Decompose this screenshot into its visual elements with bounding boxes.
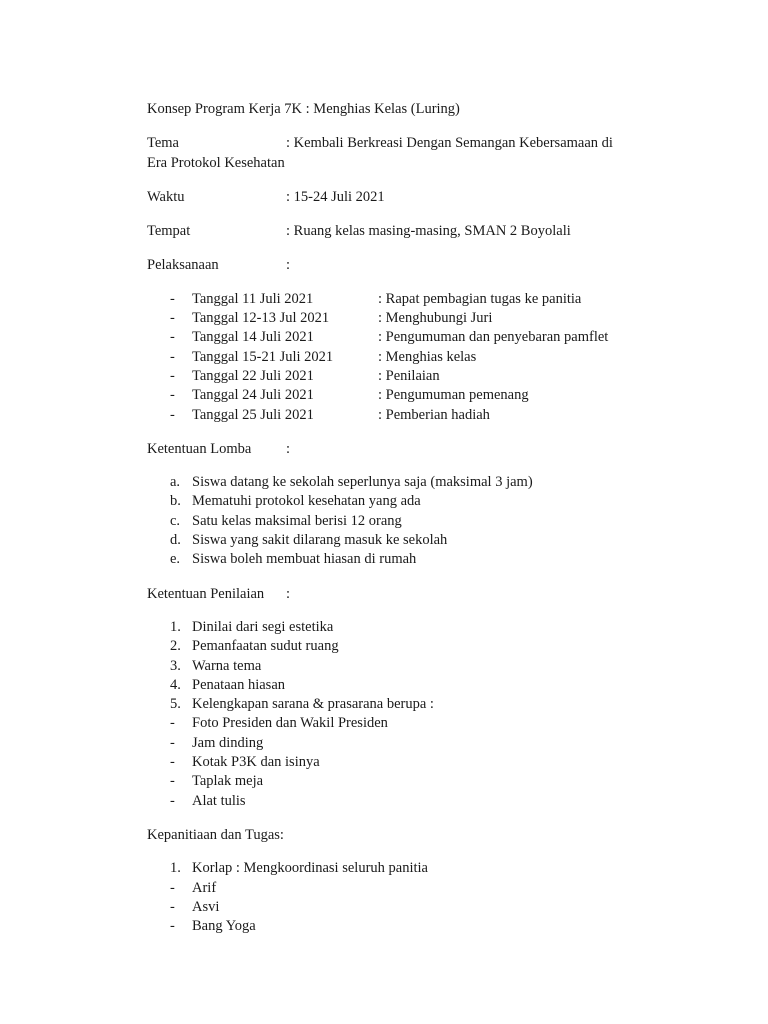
- schedule-date: Tanggal 12-13 Jul 2021: [192, 310, 330, 327]
- schedule-list: [147, 290, 647, 425]
- schedule-date: Tanggal 24 Juli 2021: [192, 387, 314, 404]
- ketentuan-lomba-list: [147, 473, 647, 569]
- list-marker: -: [170, 406, 175, 423]
- tempat-value: : Ruang kelas masing-masing, SMAN 2 Boyolali: [286, 223, 571, 240]
- tema-label: Tema: [147, 135, 179, 152]
- document-page: [147, 100, 647, 951]
- list-marker: a.: [170, 474, 181, 491]
- list-marker: -: [170, 290, 175, 307]
- schedule-date: Tanggal 15-21 Juli 2021: [192, 348, 334, 365]
- list-item: [147, 386, 647, 405]
- list-marker: d.: [170, 532, 181, 549]
- schedule-activity: : Penilaian: [378, 367, 440, 384]
- schedule-date: Tanggal 25 Juli 2021: [192, 406, 314, 423]
- list-item: [147, 734, 647, 753]
- schedule-date: Tanggal 22 Juli 2021: [192, 367, 314, 384]
- list-item: [147, 550, 647, 569]
- document-title: Konsep Program Kerja 7K : Menghias Kelas (Luring): [147, 101, 460, 117]
- schedule-activity: : Pengumuman pemenang: [378, 387, 529, 404]
- list-item-text: Korlap : Mengkoordinasi seluruh panitia: [192, 860, 428, 877]
- list-marker: 2.: [170, 638, 181, 655]
- list-item: [147, 348, 647, 367]
- list-item: [147, 879, 647, 898]
- list-item: [147, 676, 647, 695]
- pelaksanaan-colon: :: [286, 257, 291, 274]
- list-marker: -: [170, 918, 175, 935]
- list-item: [147, 695, 647, 714]
- list-marker: b.: [170, 493, 181, 510]
- list-marker: c.: [170, 512, 181, 529]
- list-item: [147, 406, 647, 425]
- list-marker: -: [170, 310, 175, 327]
- list-item: [147, 367, 647, 386]
- waktu-label: Waktu: [147, 188, 185, 205]
- list-item-text: Mematuhi protokol kesehatan yang ada: [192, 493, 421, 510]
- ketentuan-penilaian-label: Ketentuan Penilaian: [147, 585, 265, 602]
- pelaksanaan-label: Pelaksanaan: [147, 257, 219, 274]
- list-item-text: Alat tulis: [192, 792, 246, 809]
- list-marker: 5.: [170, 696, 181, 713]
- list-item: [147, 309, 647, 328]
- ketentuan-penilaian-list: [147, 618, 647, 811]
- list-marker: -: [170, 773, 175, 790]
- tema-value: : Kembali Berkreasi Dengan Semangan Kebersamaan di: [286, 135, 613, 152]
- tempat-label: Tempat: [147, 223, 191, 240]
- list-item-text: Arif: [192, 879, 217, 896]
- list-item: [147, 772, 647, 791]
- list-item-text: Asvi: [192, 898, 220, 915]
- list-item: [147, 753, 647, 772]
- waktu-value: : 15-24 Juli 2021: [286, 188, 385, 205]
- kepanitiaan-heading: Kepanitiaan dan Tugas:: [147, 826, 284, 843]
- list-marker: 3.: [170, 657, 181, 674]
- list-marker: -: [170, 348, 175, 365]
- list-item-text: Dinilai dari segi estetika: [192, 618, 334, 635]
- list-item: [147, 492, 647, 511]
- list-item-text: Siswa datang ke sekolah seperlunya saja (maksimal 3 jam): [192, 474, 533, 491]
- list-item-text: Bang Yoga: [192, 918, 256, 935]
- schedule-date: Tanggal 14 Juli 2021: [192, 329, 314, 346]
- ketentuan-penilaian-heading: [147, 585, 647, 604]
- list-item: [147, 531, 647, 550]
- list-marker: -: [170, 879, 175, 896]
- list-marker: 1.: [170, 618, 181, 635]
- list-item: [147, 714, 647, 733]
- ketentuan-lomba-label: Ketentuan Lomba: [147, 440, 252, 457]
- schedule-date: Tanggal 11 Juli 2021: [192, 290, 314, 307]
- list-item-text: Pemanfaatan sudut ruang: [192, 638, 339, 655]
- list-item: [147, 917, 647, 936]
- list-marker: -: [170, 754, 175, 771]
- list-item: [147, 290, 647, 309]
- list-item-text: Foto Presiden dan Wakil Presiden: [192, 715, 388, 732]
- schedule-activity: : Pengumuman dan penyebaran pamflet: [378, 329, 609, 346]
- list-item: [147, 792, 647, 811]
- ketentuan-lomba-heading: [147, 440, 647, 459]
- list-item-text: Taplak meja: [192, 773, 264, 790]
- list-marker: -: [170, 898, 175, 915]
- list-marker: 1.: [170, 860, 181, 877]
- list-item-text: Kelengkapan sarana & prasarana berupa :: [192, 696, 434, 713]
- schedule-activity: : Pemberian hadiah: [378, 406, 490, 423]
- tema-continuation: Era Protokol Kesehatan: [147, 154, 285, 171]
- list-item: [147, 637, 647, 656]
- list-item-text: Satu kelas maksimal berisi 12 orang: [192, 512, 402, 529]
- schedule-activity: : Menghias kelas: [378, 348, 477, 365]
- schedule-activity: : Menghubungi Juri: [378, 310, 493, 327]
- tempat-field: [147, 222, 647, 241]
- ketentuan-lomba-colon: :: [286, 440, 291, 457]
- list-marker: -: [170, 367, 175, 384]
- ketentuan-penilaian-colon: :: [286, 585, 291, 602]
- list-item: [147, 328, 647, 347]
- kepanitiaan-list: [147, 859, 647, 936]
- list-marker: 4.: [170, 676, 181, 693]
- schedule-activity: : Rapat pembagian tugas ke panitia: [378, 290, 582, 307]
- list-marker: -: [170, 387, 175, 404]
- list-marker: e.: [170, 551, 181, 568]
- pelaksanaan-heading: [147, 256, 647, 275]
- list-item-text: Warna tema: [192, 657, 262, 674]
- list-item: [147, 657, 647, 676]
- list-item-text: Siswa yang sakit dilarang masuk ke sekolah: [192, 532, 448, 549]
- list-marker: -: [170, 715, 175, 732]
- list-item: [147, 512, 647, 531]
- list-marker: -: [170, 734, 175, 751]
- list-item-text: Jam dinding: [192, 734, 264, 751]
- list-marker: -: [170, 329, 175, 346]
- tema-field: [147, 134, 647, 173]
- waktu-field: [147, 188, 647, 207]
- list-item: [147, 473, 647, 492]
- list-item-text: Penataan hiasan: [192, 676, 286, 693]
- list-item-text: Siswa boleh membuat hiasan di rumah: [192, 551, 417, 568]
- list-item: [147, 898, 647, 917]
- list-item-text: Kotak P3K dan isinya: [192, 754, 320, 771]
- list-marker: -: [170, 792, 175, 809]
- list-item: [147, 859, 647, 878]
- list-item: [147, 618, 647, 637]
